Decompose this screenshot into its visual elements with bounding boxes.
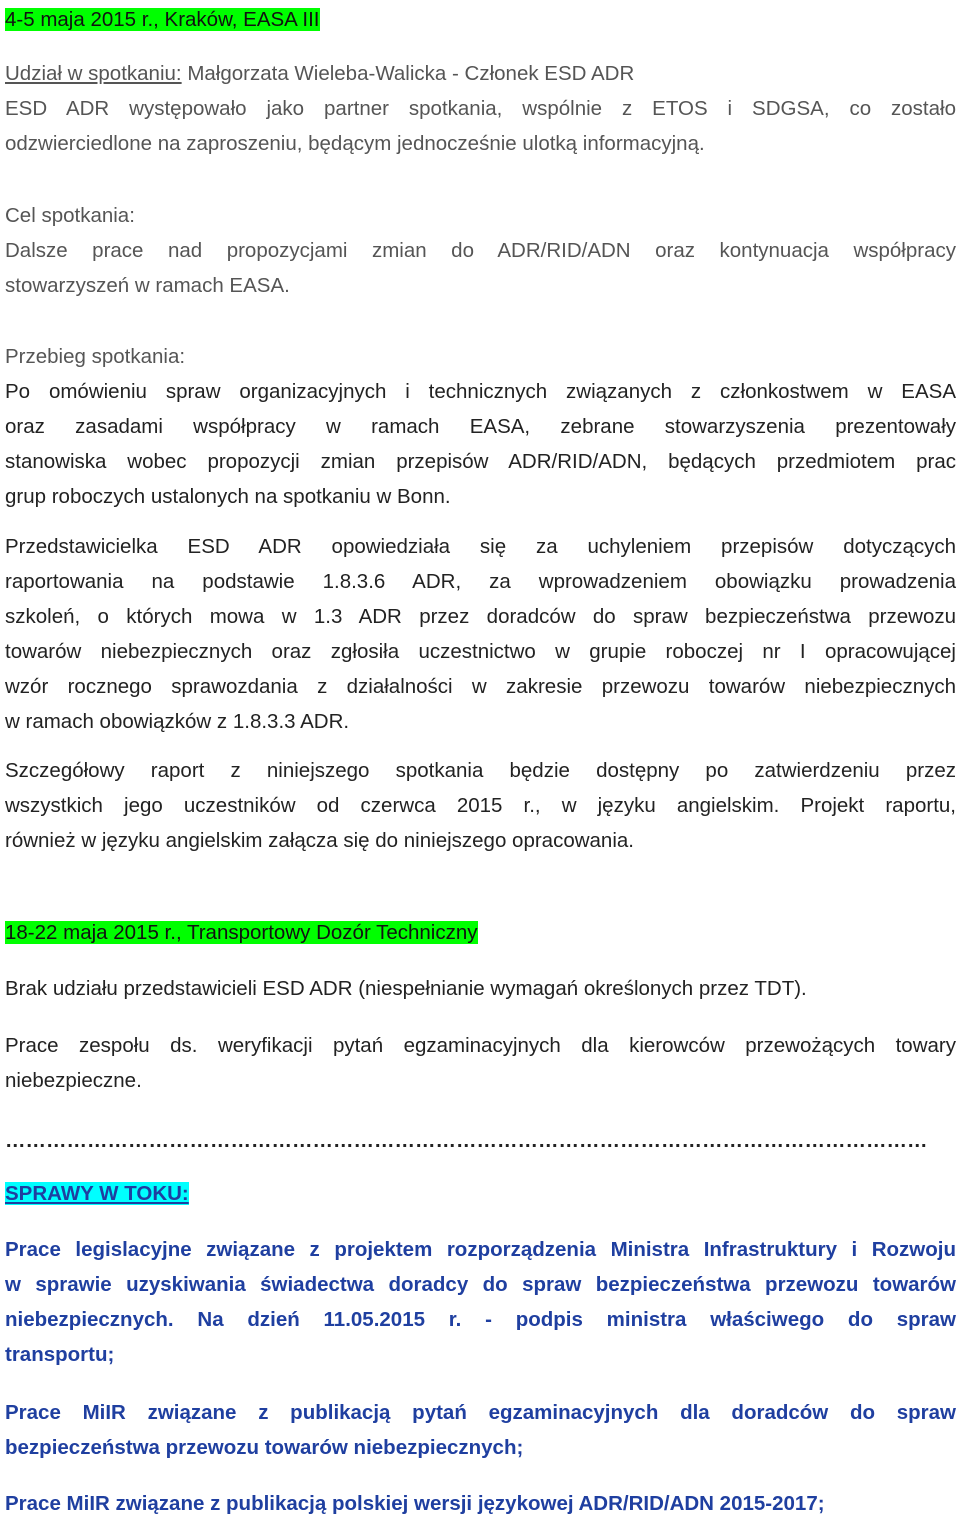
item-line: transportu;: [5, 1343, 115, 1366]
report-line: również w języku angielskim załącza się do niniejszego opracowania.: [5, 829, 634, 852]
partner-line: ESD ADR występowało jako partner spotkania, wspólnie z ETOS i SDGSA, co zostało: [5, 97, 956, 120]
pending-item-legislation: [5, 1232, 956, 1372]
dotted-separator: ………………………………………………………………………………………………………………………: [5, 1129, 928, 1152]
rep-line: Przedstawicielka ESD ADR opowiedziała się za uchyleniem przepisów dotyczących: [5, 535, 956, 558]
course-line: stanowiska wobec propozycji zmian przepisów ADR/RID/ADN, będących przedmiotem prac: [5, 450, 956, 473]
section-heading-easa: [5, 2, 956, 37]
rep-line: wzór rocznego sprawozdania z działalności w zakresie przewozu towarów niebezpiecznych: [5, 675, 956, 698]
pending-item-exam-questions: [5, 1395, 956, 1465]
section-heading-tdt: [5, 915, 956, 950]
rep-line: szkoleń, o których mowa w 1.3 ADR przez doradców do spraw bezpieczeństwa przewozu: [5, 605, 956, 628]
team-paragraph: [5, 1028, 956, 1098]
heading-highlight: 18-22 maja 2015 r., Transportowy Dozór Techniczny: [5, 921, 478, 944]
pending-item-polish-version: Prace MiIR związane z publikacją polskiej wersji językowej ADR/RID/ADN 2015-2017;: [5, 1492, 825, 1515]
item-line: bezpieczeństwa przewozu towarów niebezpiecznych;: [5, 1436, 524, 1459]
goal-line: Dalsze prace nad propozycjami zmian do ADR/RID/ADN oraz kontynuacja współpracy: [5, 239, 956, 262]
section-heading-pending: [5, 1176, 956, 1211]
participation-line: [5, 56, 956, 91]
goal-label: Cel spotkania:: [5, 204, 135, 227]
item-line: niebezpiecznych. Na dzień 11.05.2015 r. - podpis ministra właściwego do spraw: [5, 1308, 956, 1331]
team-line: niebezpieczne.: [5, 1069, 142, 1092]
course-line: grup roboczych ustalonych na spotkaniu w Bonn.: [5, 485, 451, 508]
partner-paragraph: [5, 91, 956, 161]
team-line: Prace zespołu ds. weryfikacji pytań egzaminacyjnych dla kierowców przewożących towary: [5, 1034, 956, 1057]
report-line: wszystkich jego uczestników od czerwca 2015 r., w języku angielskim. Projekt raportu,: [5, 794, 956, 817]
goal-line: stowarzyszeń w ramach EASA.: [5, 274, 290, 297]
participation-value: Małgorzata Wieleba-Walicka - Członek ESD ADR: [181, 62, 635, 85]
rep-line: towarów niebezpiecznych oraz zgłosiła uczestnictwo w grupie roboczej nr I opracowującej: [5, 640, 956, 663]
report-paragraph: [5, 753, 956, 858]
participation-label: Udział w spotkaniu:: [5, 62, 182, 85]
course-label: Przebieg spotkania:: [5, 345, 186, 368]
item-line: Prace legislacyjne związane z projektem rozporządzenia Ministra Infrastruktury i Rozwoju: [5, 1238, 956, 1261]
heading-highlight: 4-5 maja 2015 r., Kraków, EASA III: [5, 8, 320, 31]
course-paragraph: [5, 374, 956, 514]
item-line: Prace MiIR związane z publikacją pytań egzaminacyjnych dla doradców do spraw: [5, 1401, 956, 1424]
rep-line: raportowania na podstawie 1.8.3.6 ADR, za wprowadzeniem obowiązku prowadzenia: [5, 570, 956, 593]
rep-line: w ramach obowiązków z 1.8.3.3 ADR.: [5, 710, 350, 733]
partner-line: odzwierciedlone na zaproszeniu, będącym jednocześnie ulotką informacyjną.: [5, 132, 705, 155]
heading-highlight: SPRAWY W TOKU:: [5, 1182, 189, 1205]
course-line: oraz zasadami współpracy w ramach EASA, zebrane stowarzyszenia prezentowały: [5, 415, 956, 438]
report-line: Szczegółowy raport z niniejszego spotkania będzie dostępny po zatwierdzeniu przez: [5, 759, 956, 782]
representative-paragraph: [5, 529, 956, 739]
no-participation-line: Brak udziału przedstawicieli ESD ADR (niespełnianie wymagań określonych przez TDT).: [5, 977, 807, 1000]
course-line: Po omówieniu spraw organizacyjnych i technicznych związanych z członkostwem w EASA: [5, 380, 956, 403]
item-line: w sprawie uzyskiwania świadectwa doradcy do spraw bezpieczeństwa przewozu towarów: [5, 1273, 956, 1296]
goal-paragraph: [5, 233, 956, 303]
